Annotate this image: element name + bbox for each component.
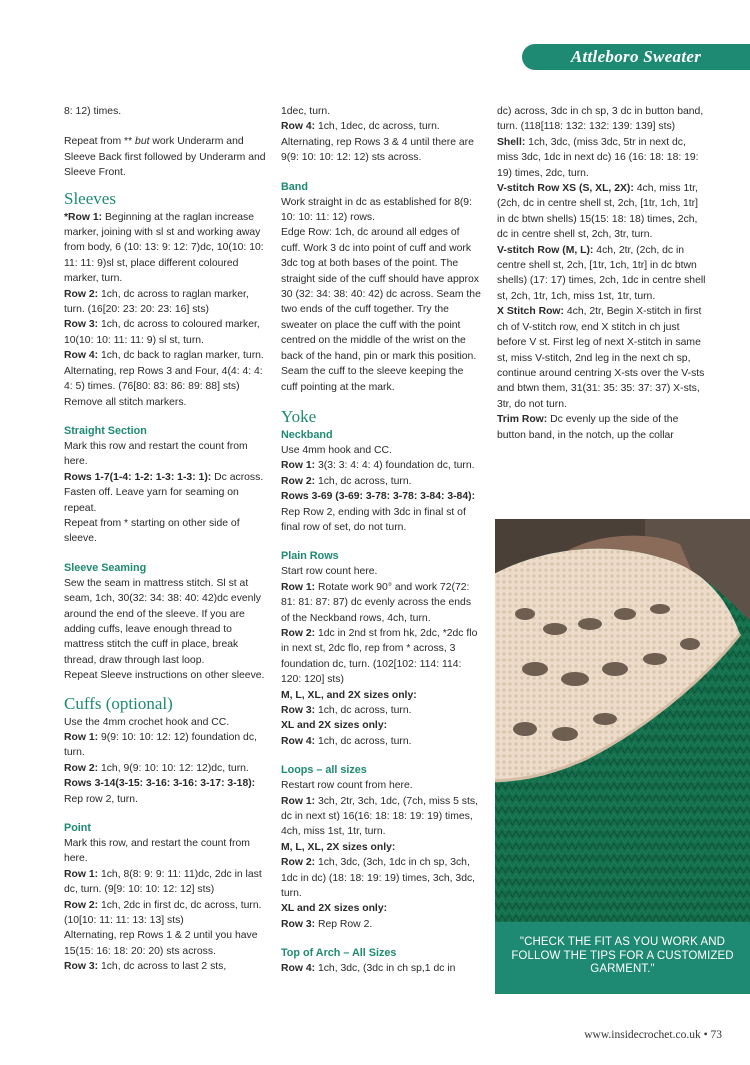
seaming-text-1: Sew the seam in mattress stitch. Sl st at seam, 1ch, 30(32: 34: 38: 40: 42)dc evenly around the end of the sleeve. If you are adding cuffs, leave enough thread to mattress stitch the cuff in place, break thread, draw through last loop. (64, 577, 261, 666)
arch-row-4: Row 4: 1ch, 3dc, (3dc in ch sp,1 dc in (281, 963, 456, 975)
plain-row-4: Row 4: 1ch, dc across, turn. (281, 735, 412, 747)
sleeve-seaming-heading: Sleeve Seaming (64, 561, 147, 574)
plain-row-1: Row 1: Rotate work 90° and work 72(72: 81: 81: 87: 87) dc evenly across the ends of the Neckband rows, 4ch, turn. (281, 581, 472, 624)
plain-sizes-m-l-xl-2x: M, L, XL, and 2X sizes only: (281, 689, 417, 701)
loops-row-1: Row 1: 3ch, 2tr, 3ch, 1dc, (7ch, miss 5 sts, dc in next st) 16(16: 18: 18: 19: 19) times, 4ch, miss 1st, 1tr, turn. (281, 795, 478, 838)
straight-rows: Rows 1-7(1-4: 1-2: 1-3: 1-3: 1): Dc across. Fasten off. Leave yarn for seaming on repeat. (64, 471, 264, 514)
loops-heading: Loops – all sizes (281, 764, 367, 777)
col3-continuation: dc) across, 3dc in ch sp, 3 dc in button band, turn. (118[118: 132: 132: 139: 139] sts) (497, 106, 704, 133)
band-heading: Band (281, 180, 308, 193)
v-stitch-row-xs: V-stitch Row XS (S, XL, 2X): 4ch, miss 1tr, (2ch, dc in centre shell st, 2ch, [1tr, 1ch, 1tr] in dc btwn shells) 15(15: 18: 18) times, 2ch, dc in centre shell st, 2ch, 3tr, turn. (497, 183, 698, 241)
column-2 (281, 104, 481, 977)
sweater-photo (495, 519, 750, 950)
neckband-heading: Neckband (281, 428, 333, 441)
page-number: 73 (710, 1029, 722, 1041)
neckband-rows-3-69: Rows 3-69 (3-69: 3-78: 3-78: 3-84: 3-84): Rep Row 2, ending with 3dc in final st of final row of set, do not turn. (281, 491, 476, 533)
point-heading: Point (64, 822, 91, 835)
straight-repeat: Repeat from * starting on other side of sleeve. (64, 517, 240, 545)
point-row-4: Row 4: 1ch, 1dec, dc across, turn. Alternating, rep Rows 3 & 4 until there are 9(9: 10: 10: 12: 12) sts across. (281, 121, 474, 164)
sleeve-row-2: Row 2: 1ch, dc across to raglan marker, turn. (16[20: 23: 20: 23: 16] sts) (64, 288, 249, 316)
article-title-tab (522, 44, 750, 70)
column-3 (497, 104, 707, 443)
plain-row-3: Row 3: 1ch, dc across, turn. (281, 705, 412, 716)
loops-row-2: Row 2: 1ch, 3dc, (3ch, 1dc in ch sp, 3ch, 1dc in dc) (18: 18: 19: 19) times, 3ch, 3dc, turn. (281, 857, 476, 900)
point-alternating: Alternating, rep Rows 1 & 2 until you have 15(15: 16: 18: 20: 20) sts across. (64, 930, 258, 957)
pull-quote-text: "CHECK THE FIT AS YOU WORK AND FOLLOW THE TIPS FOR A CUSTOMIZED GARMENT." (511, 936, 734, 975)
band-text-2: Edge Row: 1ch, dc around all edges of cuff. Work 3 dc into point of cuff and work 3dc tog at both bases of the point. The straight side of the cuff should have approx 30 (32: 34: 38: 40: 42) dc across. Seam the two ends of the cuff together. Try the sweater on place the cuff with the point centred on the middle of the wrist on the back of the hand, pin or mark this position. Seam the cuff to the sleeve keeping the cuff pointing at the mark. (281, 227, 481, 393)
plain-rows-intro: Start row count here. (281, 566, 378, 578)
cuffs-heading: Cuffs (optional) (64, 693, 173, 713)
neckband-intro: Use 4mm hook and CC. (281, 444, 392, 456)
cuffs-row-1: Row 1: 9(9: 10: 10: 12: 12) foundation dc, turn. (64, 732, 257, 759)
point-intro: Mark this row, and restart the count from here. (64, 838, 250, 865)
intro-text-2: Repeat from ** but work Underarm and Sleeve Back first followed by Underarm and Sleeve Front. (64, 136, 266, 179)
sweater-photo-illustration (495, 519, 750, 950)
sleeve-row-4: Row 4: 1ch, dc back to raglan marker, turn. (64, 350, 264, 362)
cuffs-row-2: Row 2: 1ch, 9(9: 10: 10: 12: 12)dc, turn. (64, 762, 249, 774)
shell-row: Shell: 1ch, 3dc, (miss 3dc, 5tr in next dc, miss 3dc, 1dc in next dc) 16 (16: 18: 18: 19: 19) times, 2dc, turn. (497, 136, 699, 179)
band-text-1: Work straight in dc as established for 8(9: 10: 10: 11: 12) rows. (281, 196, 472, 224)
trim-row: Trim Row: Dc evenly up the side of the button band, in the notch, up the collar (497, 414, 679, 441)
pull-quote (495, 922, 750, 994)
plain-row-2: Row 2: 1dc in 2nd st from hk, 2dc, *2dc flo in next st, 2dc flo, rep from * across, 3 foundation dc, turn. (102[102: 114: 114: 120: 120] sts) (281, 627, 478, 686)
cuffs-rows-3-14: Rows 3-14(3-15: 3-16: 3-16: 3-17: 3-18): Rep row 2, turn. (64, 778, 256, 805)
cuffs-intro: Use the 4mm crochet hook and CC. (64, 716, 230, 728)
footer-url[interactable]: www.insidecrochet.co.uk (584, 1029, 701, 1041)
column-1 (64, 104, 270, 975)
loops-sizes-m-l-xl-2x: M, L, XL, 2X sizes only: (281, 841, 396, 853)
sleeve-alternating: Alternating, rep Rows 3 and Four, 4(4: 4: 4: 4: 5) times. (76[80: 83: 86: 89: 88] sts) Remove all stitch markers. (64, 365, 263, 408)
footer-separator: • (700, 1029, 711, 1041)
yoke-heading: Yoke (281, 406, 317, 426)
straight-section-heading: Straight Section (64, 424, 147, 437)
plain-sizes-xl-2x: XL and 2X sizes only: (281, 720, 388, 732)
page-footer (584, 1029, 722, 1041)
col2-continuation: 1dec, turn. (281, 106, 331, 117)
sleeve-row-3: Row 3: 1ch, dc across to coloured marker, 10(10: 10: 11: 11: 9) sl st, turn. (64, 319, 260, 346)
neckband-row-2: Row 2: 1ch, dc across, turn. (281, 475, 412, 487)
seaming-text-2: Repeat Sleeve instructions on other sleeve. (64, 670, 265, 682)
top-of-arch-heading: Top of Arch – All Sizes (281, 947, 397, 960)
loops-row-3: Row 3: Rep Row 2. (281, 918, 373, 930)
article-title: Attleboro Sweater (570, 47, 702, 66)
point-row-1: Row 1: 1ch, 8(8: 9: 9: 11: 11)dc, 2dc in last dc, turn. (9[9: 10: 10: 12: 12] sts) (64, 868, 262, 896)
point-row-3: Row 3: 1ch, dc across to last 2 sts, (64, 961, 227, 973)
x-stitch-row: X Stitch Row: 4ch, 2tr, Begin X-stitch in first ch of V-stitch row, end X stitch in ch just before V st. First leg of next X-stitch in same st, miss V-stitch, 2nd leg in the next ch sp, continue around centring X-sts over the V-sts and btwn them, 31(31: 35: 35: 37: 37) X-sts, 3tr, do not turn. (497, 306, 705, 410)
loops-sizes-xl-2x: XL and 2X sizes only: (281, 903, 388, 915)
sleeves-heading: Sleeves (64, 188, 116, 208)
sleeve-row-1: *Row 1: Beginning at the raglan increase marker, joining with sl st and working away from body, 6 (10: 13: 9: 12: 7)dc, 10(10: 10: 11: 11: 9)sl st, place different coloured marker, turn. (64, 211, 264, 285)
v-stitch-row-m-l: V-stitch Row (M, L): 4ch, 2tr, (2ch, dc in centre shell st, 2ch, [1tr, 1ch, 1tr] in dc btwn shells) (17: 17) times, 2ch, 1dc in centre shell st, 2ch, 1tr, 1ch, miss 1st, 1tr, turn. (497, 244, 706, 302)
straight-intro: Mark this row and restart the count from here. (64, 440, 248, 468)
intro-text-1: 8: 12) times. (64, 106, 122, 117)
plain-rows-heading: Plain Rows (281, 550, 339, 563)
loops-intro: Restart row count from here. (281, 780, 413, 792)
neckband-row-1: Row 1: 3(3: 3: 4: 4: 4) foundation dc, turn. (281, 460, 475, 472)
point-row-2: Row 2: 1ch, 2dc in first dc, dc across, turn. (10[10: 11: 11: 13: 13] sts) (64, 899, 262, 927)
